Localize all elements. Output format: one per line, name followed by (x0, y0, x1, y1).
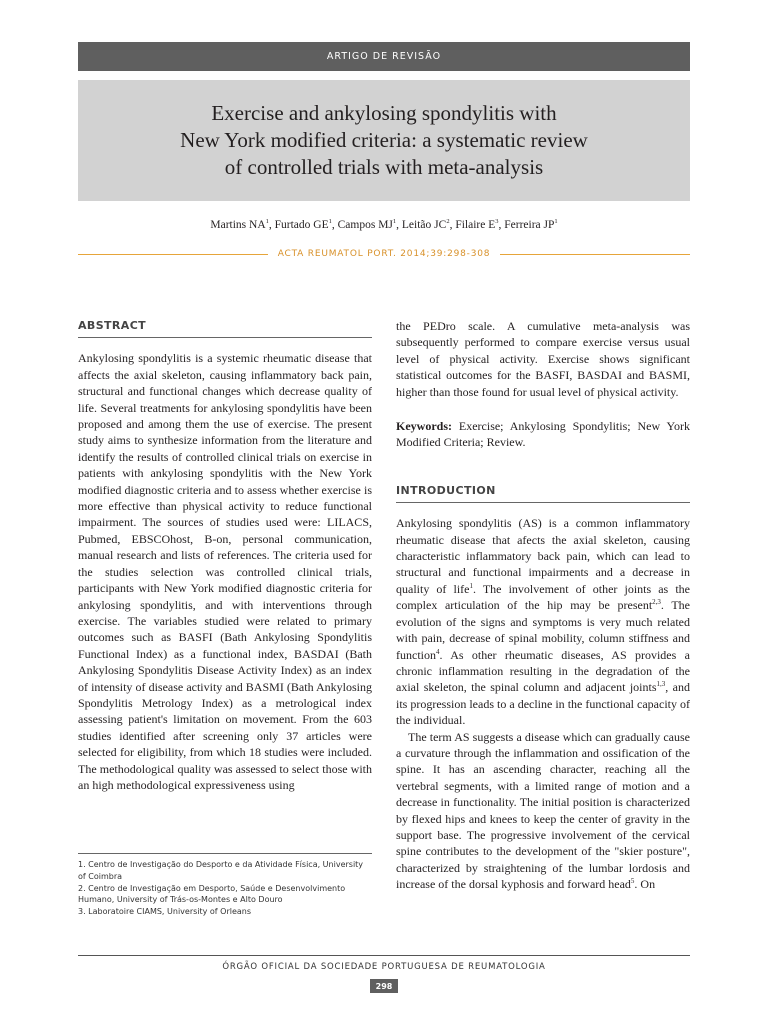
affiliation-footnotes (78, 853, 372, 918)
footnote: 1. Centro de Investigação do Desporto e da Atividade Física, University of Coimbra (78, 860, 364, 881)
citation-ref: 4 (436, 647, 440, 656)
section-label: ARTIGO DE REVISÃO (326, 51, 442, 62)
intro-text: . On (634, 877, 656, 892)
title-line: New York modified criteria: a systematic review (180, 128, 588, 152)
footnote: 3. Laboratoire CIAMS, University of Orleans (78, 907, 252, 917)
citation-ref: 5 (630, 877, 635, 886)
section-label-band (78, 42, 690, 71)
intro-text: . As other rheumatic diseases, AS provides a chronic inflammation resulting in the degradation of the axial skeleton, the spinal column and adjacent joints (396, 647, 690, 695)
citation-ref: 1,3 (656, 680, 666, 689)
abstract-heading: ABSTRACT (78, 318, 372, 338)
title-line: of controlled trials with meta-analysis (224, 155, 544, 179)
title-line: Exercise and ankylosing spondylitis with (211, 101, 557, 125)
author-name: Ferreira JP (504, 219, 555, 231)
right-column (396, 318, 690, 893)
author-name: Martins NA (210, 219, 266, 231)
intro-text: , and its progression leads to a decline in the functional capacity of the individual. (396, 680, 690, 728)
intro-text: Ankylosing spondylitis (AS) is a common inflammatory rheumatic disease that afects the axial skeleton, causing characteristic inflammatory back pain, which can lead to structural and functional impairments and a decrease in quality of life (396, 516, 690, 596)
citation-ref: 1 (469, 581, 473, 590)
introduction-heading: INTRODUCTION (396, 483, 690, 503)
author-affiliation: 3 (495, 218, 499, 226)
intro-text: . The involvement of other joints as the complex articulation of the hip may be present (396, 581, 690, 613)
author-affiliation: 1 (265, 218, 269, 226)
citation-rule-left (78, 254, 268, 255)
footer-rule (78, 955, 690, 956)
author-name: Furtado GE (274, 219, 329, 231)
intro-text: . The evolution of the signs and symptoms is very much related with pain, decrease of spinal mobility, column stiffness and function (396, 598, 690, 662)
author-name: Campos MJ (337, 219, 393, 231)
author-affiliation: 1 (392, 218, 397, 226)
author-affiliation: 2 (446, 218, 450, 226)
abstract-continued: the PEDro scale. A cumulative meta-analysis was subsequently performed to compare exercise versus usual level of physical activity. Exercise shows significant statistical outcomes for the BASFI, BASDAI and BASMI, higher than those found for usual level of physical activity. (396, 319, 690, 399)
article-title (180, 100, 588, 181)
abstract-text: Ankylosing spondylitis is a systemic rheumatic disease that affects the axial skeleton, causing inflammatory back pain, structural and functional changes which decrease quality of life. Several treatments for ankylosing spondylitis have been proposed and among them the use of exercise. The present study aims to synthesize information from the literature and identify the results of controlled clinical trials on exercise in patients with ankylosing spondylitis with the New York modified diagnostic criteria and to assess whether exercise is more effective than physical activity to reduce functional impairment. The sources of studies used were: LILACS, Pubmed, EBSCOhost, B-on, personal communication, manual research and lists of references. The criteria used for the studies selection was controlled clinical trials, participants with New York modified diagnostic criteria for ankylosing spondylitis, and with interventions through exercise. The variables studied were related to primary outcomes such as BASFI (Bath Ankylosing Spondylitis Functional Index) as a functional index, BASDAI (Bath Ankylosing Spondylitis Disease Activity Index) as an index of intensity of disease activity and BASMI (Bath Ankylosing Spondylitis Metrology Index) as a metrological index assessing patient's limitation on movement. From the 603 studies identified after screening only 37 articles were selected for eligibility, from which 18 studies were included. The methodological quality was assessed to select those with an high methodological expressiveness using (78, 351, 372, 792)
introduction-paragraph (396, 515, 690, 728)
author-name: Leitão JC (401, 219, 447, 231)
page-number (370, 979, 398, 993)
introduction-paragraph (396, 729, 690, 893)
page-number-text: 298 (375, 981, 393, 991)
journal-citation: ACTA REUMATOL PORT. 2014;39:298-308 (277, 249, 491, 259)
author-list: Martins $NA^1$, Furtado $GE^1$, Campos $MJ^1$, Leitão $JC^2$, Filaire $E^3$, Ferreira $JP^1$ (210, 218, 558, 231)
author-affiliation: 1 (328, 218, 332, 226)
title-box (78, 80, 690, 201)
citation-rule-right (500, 254, 690, 255)
footnote: 2. Centro de Investigação em Desporto, Saúde e Desenvolvimento Humano, University of Trás-os-Montes e Alto Douro (78, 883, 346, 905)
author-name: Filaire E (455, 219, 496, 231)
intro-text: The term AS suggests a disease which can gradually cause a curvature through the inflammation and ossification of the spine. It has an ascending character, reaching all the vertebral segments, with a limited range of motion and a decrease in functionality. The initial position is characterized by flexed hips and knees to keep the center of gravity in the support base. The progressive involvement of the cervical spine contributes to the development of the "skier posture", characterized by straightening of the lumbar lordosis and increase of the dorsal kyphosis and forward head (396, 729, 690, 892)
left-column (78, 318, 372, 793)
keywords-text: Exercise; Ankylosing Spondylitis; New York Modified Criteria; Review. (396, 419, 691, 450)
footer-organization: ÓRGÃO OFICIAL DA SOCIEDADE PORTUGUESA DE REUMATOLOGIA (222, 962, 546, 972)
author-affiliation: 1 (554, 218, 558, 226)
keywords-label: Keywords: (396, 419, 452, 434)
keywords (396, 418, 690, 451)
citation-row (78, 247, 690, 261)
citation-ref: 2,3 (652, 598, 661, 607)
